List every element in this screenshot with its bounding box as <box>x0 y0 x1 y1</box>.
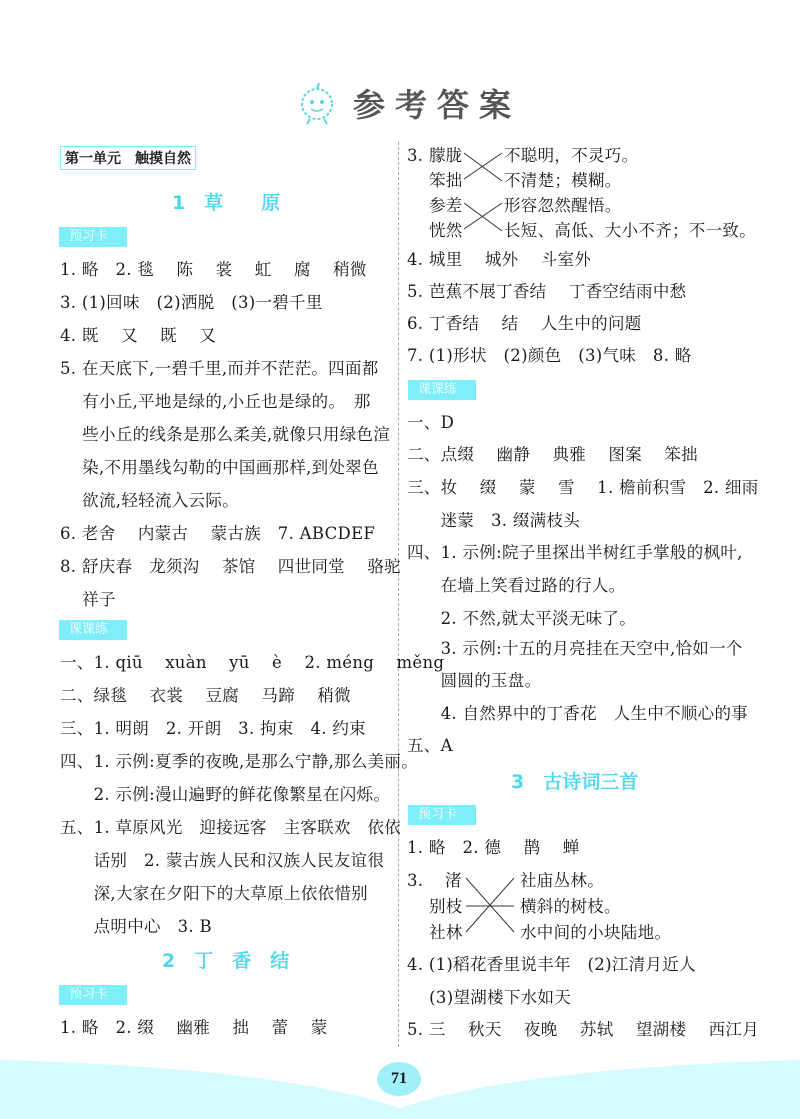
answer-line: 五、A <box>407 736 453 755</box>
practice-tag: 课课练 <box>408 380 476 400</box>
answer-line: 一、1. qiū xuàn yū è 2. méng měng <box>60 653 445 672</box>
practice-tag: 课课练 <box>59 620 127 640</box>
answer-line: 迷蒙 3. 缀满枝头 <box>407 511 581 530</box>
answer-line: 7. (1)形状 (2)颜色 (3)气味 8. 略 <box>407 346 692 365</box>
answer-line: 二、绿毯 衣裳 豆腐 马蹄 稍微 <box>60 686 351 705</box>
answer-line: 3. (1)回味 (2)洒脱 (3)一碧千里 <box>60 293 323 312</box>
preview-tag: 预习卡 <box>408 805 476 825</box>
page-title: 参考答案 <box>353 86 522 124</box>
preview-tag: 预习卡 <box>59 227 127 247</box>
answer-line: 在墙上笑看过路的行人。 <box>407 576 626 595</box>
answer-line: 3. 示例:十五的月亮挂在天空中,恰如一个 <box>407 639 743 658</box>
match-right: 不清楚；模糊。 <box>504 171 622 190</box>
match-left: 朦胧 <box>429 146 463 165</box>
answer-line: 4. 既 又 既 又 <box>60 326 217 345</box>
match-left: 渚 <box>445 871 462 890</box>
answer-line: 欲流,轻轻流入云际。 <box>60 491 239 510</box>
match-right: 水中间的小块陆地。 <box>520 923 672 942</box>
match-left: 社林 <box>429 923 463 942</box>
answer-line: 4. (1)稻花香里说丰年 (2)江清月近人 <box>407 955 696 974</box>
answer-line: 6. 丁香结 结 人生中的问题 <box>407 314 642 333</box>
column-divider <box>398 142 399 1047</box>
answer-line: 5. 三 秋天 夜晚 苏轼 望湖楼 西江月 <box>407 1020 760 1039</box>
answer-line: 4. 城里 城外 斗室外 <box>407 250 592 269</box>
match-left: 参差 <box>429 196 463 215</box>
answer-line: 一、D <box>407 413 455 432</box>
apple-logo-icon <box>295 80 341 126</box>
page-number: 71 <box>377 1062 421 1096</box>
unit-label: 第一单元 触摸自然 <box>60 146 196 170</box>
answer-line: 四、1. 示例:夏季的夜晚,是那么宁静,那么美丽。 <box>60 752 419 771</box>
answer-line: 二、点缀 幽静 典雅 图案 笨拙 <box>407 445 698 464</box>
matching-lines <box>464 870 518 950</box>
match-left: 笨拙 <box>429 171 463 190</box>
answer-line: (3)望湖楼下水如天 <box>407 988 572 1007</box>
answer-line: 五、1. 草原风光 迎接远客 主客联欢 依依 <box>60 818 402 837</box>
lesson-title: 1 草 原 <box>172 192 281 214</box>
matching-lines <box>462 145 507 245</box>
match-right: 形容忽然醒悟。 <box>504 196 622 215</box>
question-number: 3. <box>407 871 424 890</box>
match-left: 恍然 <box>429 221 463 240</box>
match-right: 社庙丛林。 <box>520 871 604 890</box>
answer-line: 6. 老舍 内蒙古 蒙古族 7. ABCDEF <box>60 524 376 543</box>
match-right: 横斜的树枝。 <box>520 897 621 916</box>
lesson-title: 3 古诗词三首 <box>511 771 639 793</box>
answer-line: 祥子 <box>60 590 116 609</box>
matching-exercise <box>407 870 777 950</box>
answer-line: 三、妆 缀 蒙 雪 1. 檐前积雪 2. 细雨 <box>407 478 759 497</box>
answer-line: 5. 在天底下,一碧千里,而并不茫茫。四面都 <box>60 359 379 378</box>
answer-line: 三、1. 明朗 2. 开朗 3. 拘束 4. 约束 <box>60 719 366 738</box>
page-header <box>295 80 521 126</box>
answer-line: 1. 略 2. 德 鹊 蝉 <box>407 838 580 857</box>
answer-line: 5. 芭蕉不展丁香结 丁香空结雨中愁 <box>407 282 687 301</box>
matching-exercise <box>407 145 777 255</box>
answer-line: 2. 不然,就太平淡无味了。 <box>407 609 637 628</box>
answer-line: 圆圆的玉盘。 <box>407 671 542 690</box>
answer-line: 2. 示例:漫山遍野的鲜花像繁星在闪烁。 <box>60 785 391 804</box>
answer-line: 染,不用墨线勾勒的中国画那样,到处翠色 <box>60 458 379 477</box>
answer-line: 1. 略 2. 缀 幽雅 拙 蕾 蒙 <box>60 1018 328 1037</box>
answer-line: 8. 舒庆春 龙须沟 茶馆 四世同堂 骆驼 <box>60 557 401 576</box>
answer-line: 4. 自然界中的丁香花 人生中不顺心的事 <box>407 704 749 723</box>
answer-line: 有小丘,平地是绿的,小丘也是绿的。 那 <box>60 392 371 411</box>
match-left: 别枝 <box>429 897 463 916</box>
match-right: 不聪明，不灵巧。 <box>504 146 639 165</box>
answer-line: 些小丘的线条是那么柔美,就像只用绿色渲 <box>60 425 391 444</box>
answer-line: 点明中心 3. B <box>60 917 212 936</box>
answer-line: 话别 2. 蒙古族人民和汉族人民友谊很 <box>60 851 385 870</box>
answer-line: 四、1. 示例:院子里探出半树红手掌般的枫叶, <box>407 543 743 562</box>
lesson-title: 2 丁 香 结 <box>162 950 290 972</box>
question-number: 3. <box>407 146 424 165</box>
preview-tag: 预习卡 <box>59 985 127 1005</box>
answer-line: 1. 略 2. 毯 陈 裳 虹 腐 稍微 <box>60 260 367 279</box>
answer-line: 深,大家在夕阳下的大草原上依依惜别 <box>60 884 368 903</box>
match-right: 长短、高低、大小不齐；不一致。 <box>504 221 756 240</box>
